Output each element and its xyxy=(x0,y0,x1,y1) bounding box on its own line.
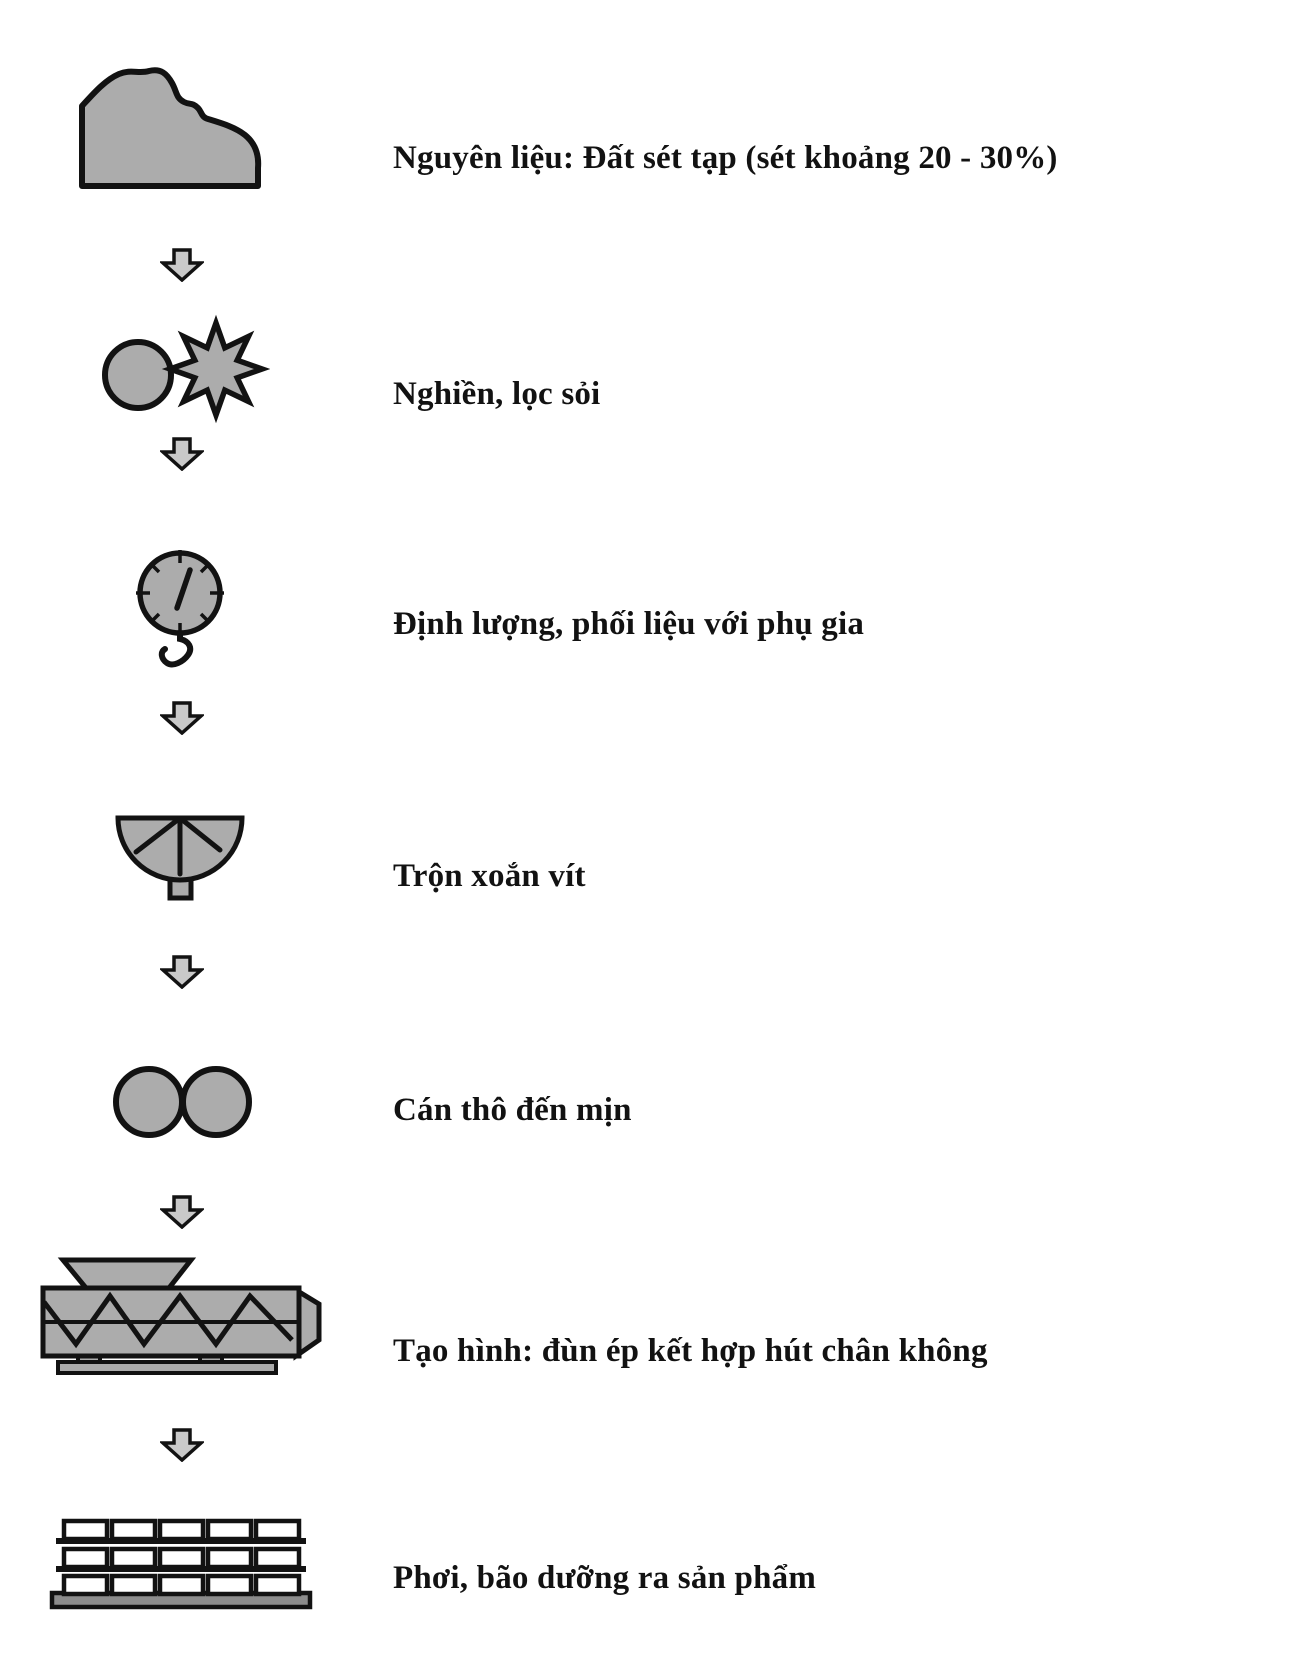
down-arrow-icon xyxy=(160,1195,204,1229)
step-label: Nguyên liệu: Đất sét tạp (sét khoảng 20 - 30%) xyxy=(393,140,1058,176)
roller-mill-icon xyxy=(112,1064,254,1140)
raw-material-clay-icon xyxy=(75,58,280,190)
step-label: Phơi, bão dưỡng ra sản phẩm xyxy=(393,1560,817,1596)
grind-filter-gravel-icon xyxy=(100,306,270,432)
weighing-scale-icon xyxy=(126,548,226,678)
screw-mixer-icon xyxy=(112,810,248,904)
down-arrow-icon xyxy=(160,701,204,735)
step-label: Tạo hình: đùn ép kết hợp hút chân không xyxy=(393,1333,988,1369)
down-arrow-icon xyxy=(160,248,204,282)
step-label: Nghiền, lọc sỏi xyxy=(393,376,601,412)
vacuum-extruder-icon xyxy=(40,1256,324,1376)
down-arrow-icon xyxy=(160,955,204,989)
step-label: Cán thô đến mịn xyxy=(393,1092,632,1128)
down-arrow-icon xyxy=(160,437,204,471)
step-label: Định lượng, phối liệu với phụ gia xyxy=(393,606,865,642)
step-label: Trộn xoắn vít xyxy=(393,858,586,894)
brick-stack-icon xyxy=(48,1516,314,1610)
down-arrow-icon xyxy=(160,1428,204,1462)
